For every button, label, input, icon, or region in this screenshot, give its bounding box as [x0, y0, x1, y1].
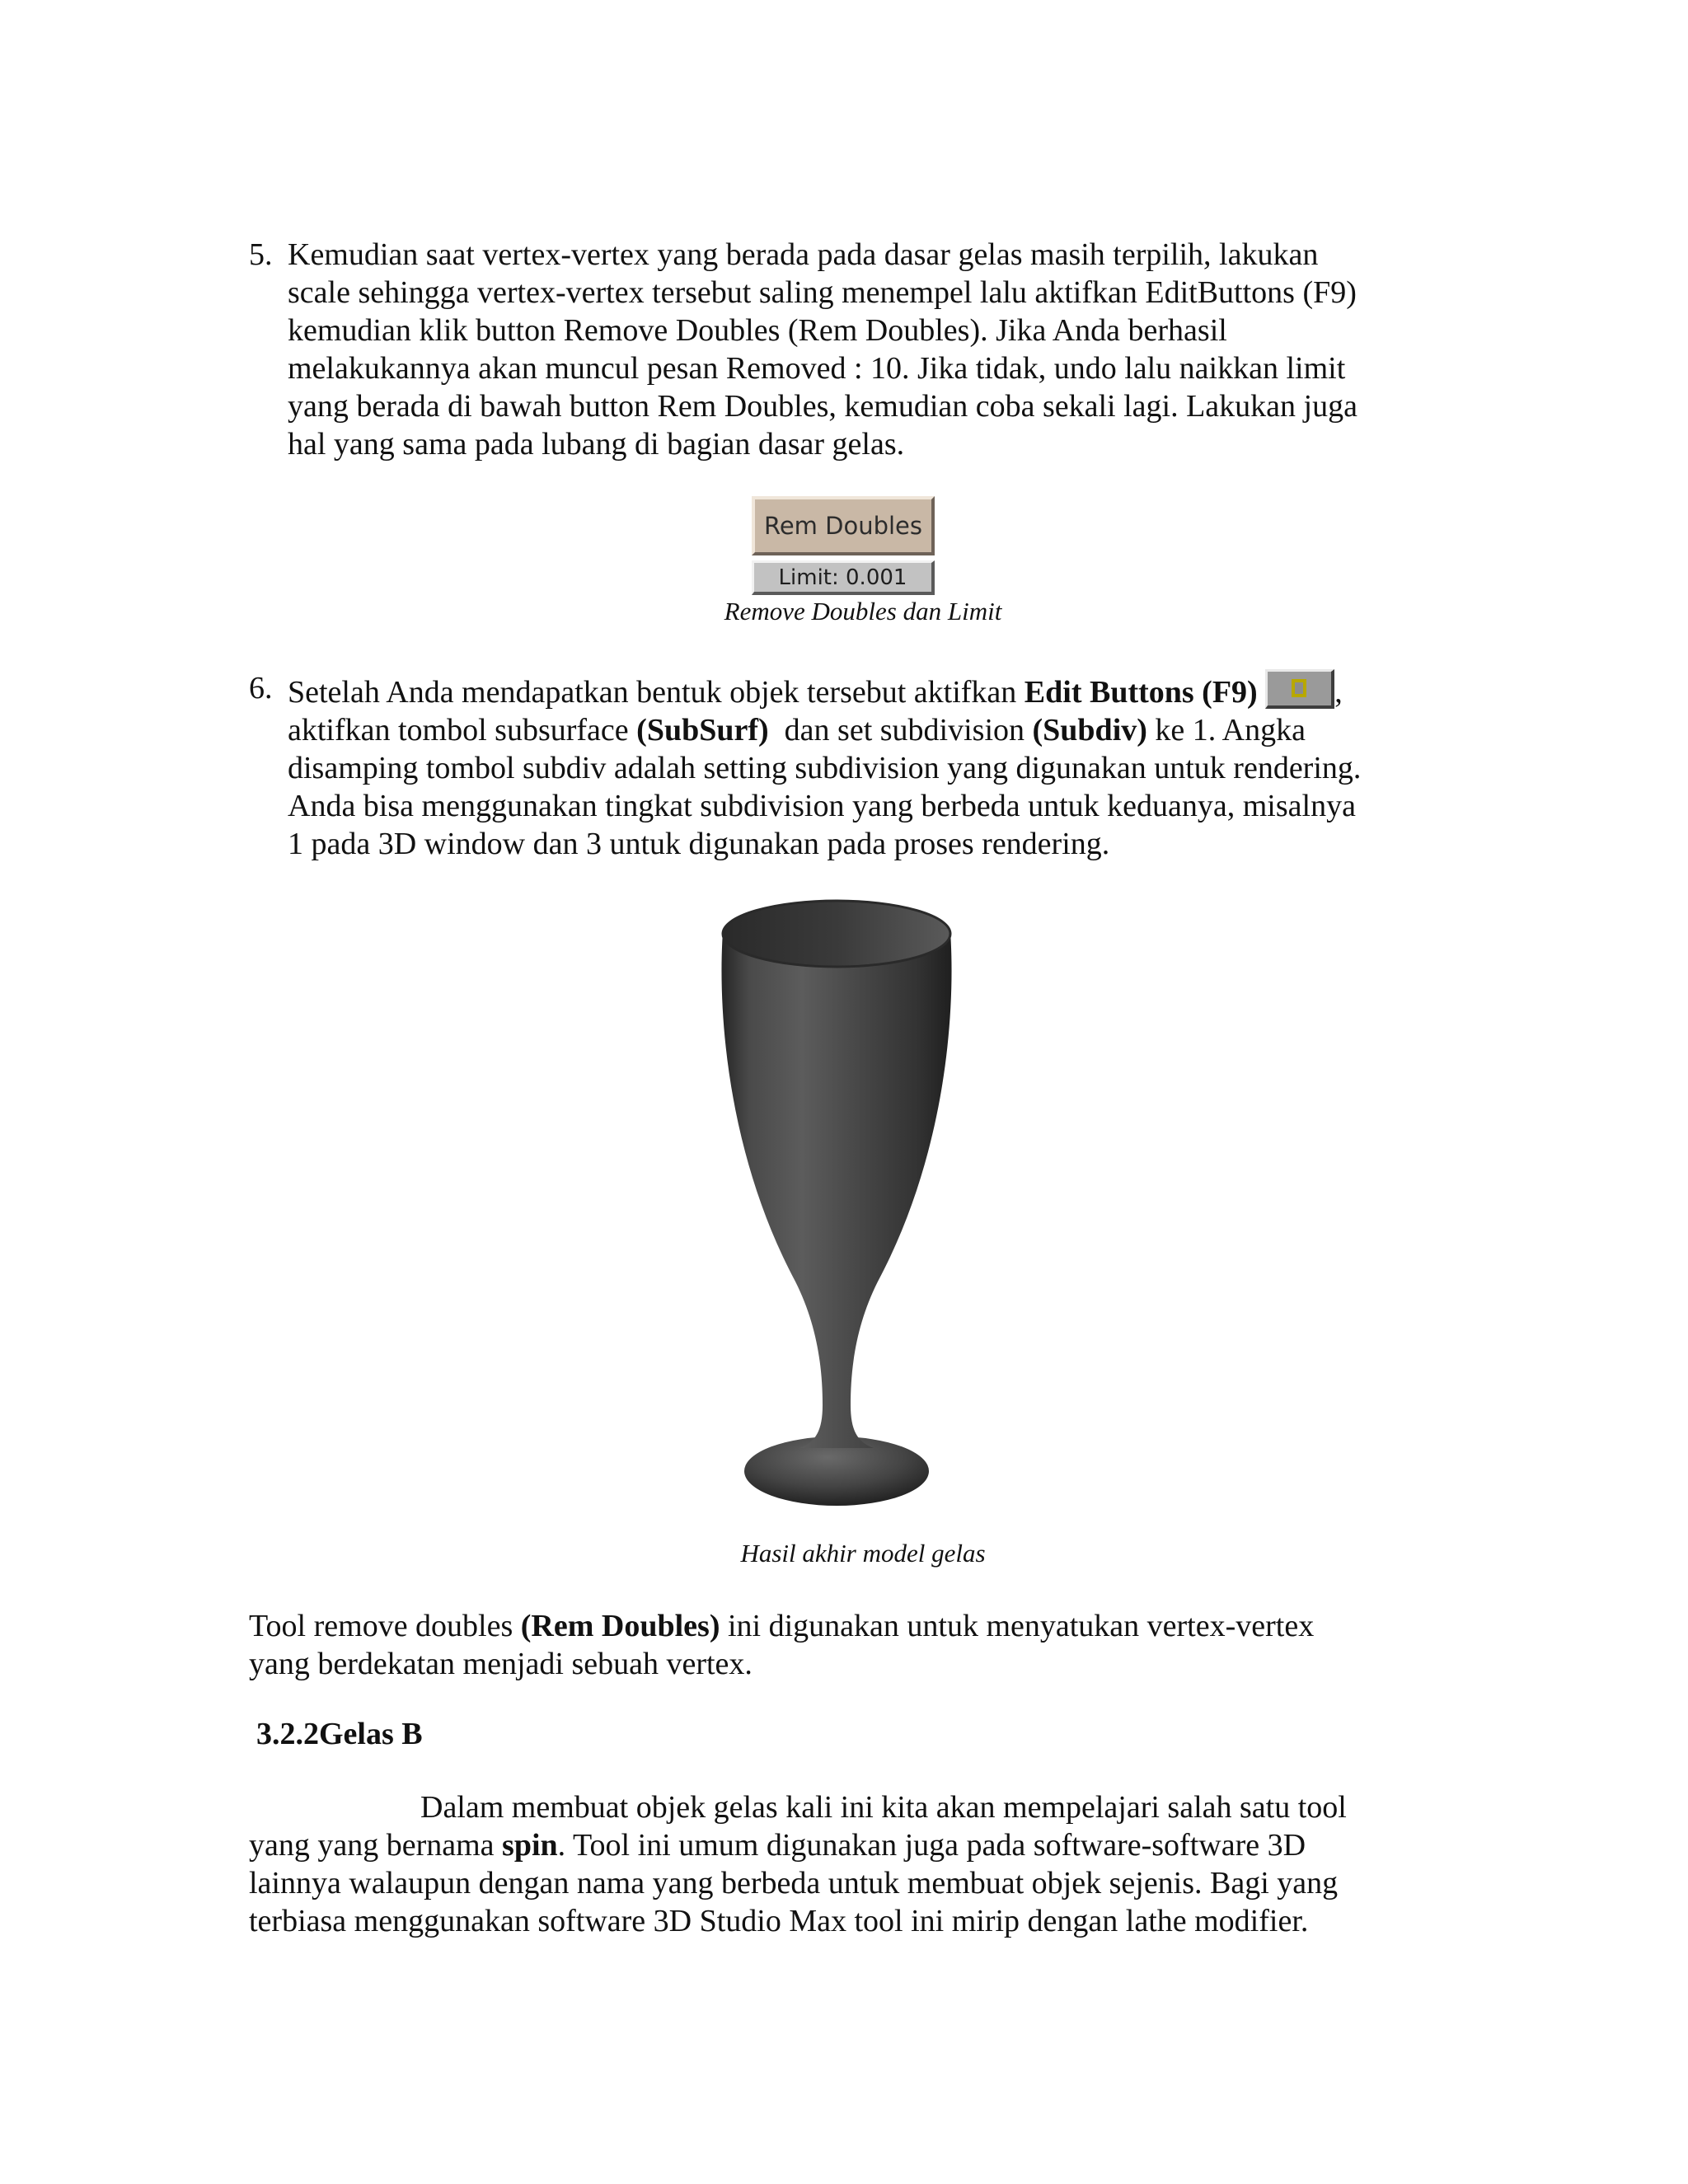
text-line: disamping tombol subdiv adalah setting subdivision yang digunakan untuk rendering.: [288, 751, 1362, 785]
text-run: Setelah Anda mendapatkan bentuk objek tersebut aktifkan: [288, 675, 1025, 710]
glass-rim: [723, 901, 950, 967]
text-run: ,: [1334, 675, 1343, 710]
text-run: aktifkan tombol subsurface: [288, 713, 637, 748]
bold-text: spin: [502, 1828, 558, 1863]
item-5-paragraph: [288, 236, 1357, 463]
bold-text: (Subdiv): [1032, 713, 1147, 748]
glass-bowl-and-stem: [721, 931, 951, 1448]
bold-text: (SubSurf): [636, 713, 769, 748]
summary-paragraph: [249, 1607, 1314, 1683]
list-number-5: 5.: [249, 237, 273, 272]
text-line: lainnya walaupun dengan nama yang berbeda untuk membuat objek sejenis. Bagi yang: [249, 1866, 1339, 1900]
list-number-6: 6.: [249, 671, 273, 705]
text-line: yang berdekatan menjadi sebuah vertex.: [249, 1647, 753, 1681]
text-line: scale sehingga vertex-vertex tersebut saling menempel lalu aktifkan EditButtons (F9): [288, 275, 1357, 310]
text-line: 1 pada 3D window dan 3 untuk digunakan pada proses rendering.: [288, 827, 1110, 861]
text-line: Anda bisa menggunakan tingkat subdivision yang berbeda untuk keduanya, misalnya: [288, 789, 1356, 823]
bold-text: (Rem Doubles): [520, 1609, 720, 1643]
limit-field-image: Limit: 0.001: [752, 560, 935, 595]
text-line: [249, 1826, 1347, 1864]
intro-paragraph: [249, 1788, 1347, 1940]
wine-glass-render: [701, 894, 973, 1512]
item-6-paragraph: [288, 669, 1361, 863]
text-line: terbiasa menggunakan software 3D Studio Max tool ini mirip dengan lathe modifier.: [249, 1904, 1309, 1938]
edit-buttons-icon: [1265, 669, 1334, 709]
text-line: Dalam membuat objek gelas kali ini kita akan mempelajari salah satu tool: [420, 1790, 1347, 1825]
text-line: Kemudian saat vertex-vertex yang berada pada dasar gelas masih terpilih, lakukan: [288, 237, 1319, 272]
text-line: [288, 711, 1361, 749]
text-run: ini digunakan untuk menyatukan vertex-vertex: [720, 1609, 1315, 1643]
text-run: yang yang bernama: [249, 1828, 503, 1863]
rem-doubles-button-image: Rem Doubles: [752, 496, 935, 555]
text-line: [249, 1607, 1314, 1645]
square-icon: [1292, 679, 1306, 697]
text-run: dan set subdivision: [768, 713, 1033, 748]
text-run: ke 1. Angka: [1146, 713, 1306, 748]
bold-text: Edit Buttons (F9): [1024, 675, 1258, 710]
text-line: kemudian klik button Remove Doubles (Rem Doubles). Jika Anda berhasil: [288, 313, 1227, 348]
text-line: hal yang sama pada lubang di bagian dasar gelas.: [288, 427, 905, 462]
text-line: [288, 669, 1361, 711]
text-run: Tool remove doubles: [249, 1609, 521, 1643]
figure-caption-glass: Hasil akhir model gelas: [740, 1539, 986, 1568]
text-line: melakukannya akan muncul pesan Removed : 10. Jika tidak, undo lalu naikkan limit: [288, 351, 1346, 386]
figure-caption-remove-doubles: Remove Doubles dan Limit: [724, 597, 1002, 626]
text-line: yang berada di bawah button Rem Doubles, kemudian coba sekali lagi. Lakukan juga: [288, 389, 1357, 424]
section-heading: 3.2.2Gelas B: [256, 1717, 423, 1751]
text-run: . Tool ini umum digunakan juga pada software-software 3D: [557, 1828, 1306, 1863]
